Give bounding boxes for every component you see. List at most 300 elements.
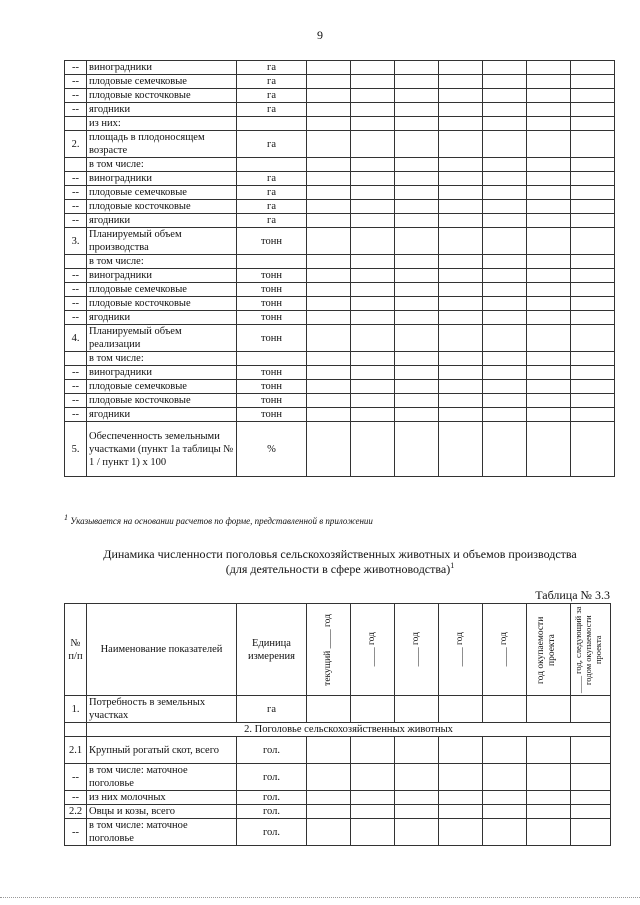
row-number: -- (65, 186, 87, 200)
row-unit: гол. (237, 764, 307, 791)
value-cell[interactable] (483, 131, 527, 158)
value-cell[interactable] (439, 380, 483, 394)
row-unit: тонн (237, 366, 307, 380)
value-cell[interactable] (307, 325, 351, 352)
value-cell[interactable] (307, 696, 351, 723)
value-cell[interactable] (307, 255, 351, 269)
value-cell[interactable] (527, 297, 571, 311)
value-cell[interactable] (439, 186, 483, 200)
value-cell[interactable] (351, 737, 395, 764)
value-cell[interactable] (483, 325, 527, 352)
value-cell[interactable] (439, 297, 483, 311)
value-cell[interactable] (439, 158, 483, 172)
value-cell[interactable] (395, 228, 439, 255)
section-heading-line1 (60, 547, 620, 562)
value-cell[interactable] (483, 380, 527, 394)
value-cell[interactable] (527, 61, 571, 75)
value-cell[interactable] (527, 200, 571, 214)
value-cell[interactable] (527, 696, 571, 723)
value-cell[interactable] (483, 186, 527, 200)
row-indicator-name: виноградники (87, 269, 237, 283)
value-cell[interactable] (307, 297, 351, 311)
value-cell[interactable] (571, 819, 611, 846)
value-cell[interactable] (439, 131, 483, 158)
value-cell[interactable] (351, 89, 395, 103)
value-cell[interactable] (571, 117, 615, 131)
value-cell[interactable] (395, 696, 439, 723)
value-cell[interactable] (395, 214, 439, 228)
value-cell[interactable] (571, 283, 615, 297)
value-cell[interactable] (483, 89, 527, 103)
value-cell[interactable] (395, 61, 439, 75)
value-cell[interactable] (307, 172, 351, 186)
value-cell[interactable] (439, 764, 483, 791)
row-number: -- (65, 311, 87, 325)
value-cell[interactable] (483, 394, 527, 408)
row-unit: тонн (237, 380, 307, 394)
value-cell[interactable] (351, 394, 395, 408)
value-cell[interactable] (527, 408, 571, 422)
value-cell[interactable] (483, 255, 527, 269)
row-number: -- (65, 214, 87, 228)
value-cell[interactable] (439, 696, 483, 723)
value-cell[interactable] (439, 791, 483, 805)
value-cell[interactable] (395, 352, 439, 366)
value-cell[interactable] (527, 380, 571, 394)
value-cell[interactable] (395, 819, 439, 846)
row-indicator-name: ягодники (87, 103, 237, 117)
row-unit: га (237, 103, 307, 117)
value-cell[interactable] (571, 311, 615, 325)
table-row (65, 352, 615, 366)
value-cell[interactable] (351, 131, 395, 158)
value-cell[interactable] (571, 200, 615, 214)
row-indicator-name: в том числе: (87, 158, 237, 172)
value-cell[interactable] (483, 311, 527, 325)
value-cell[interactable] (571, 186, 615, 200)
footnote (64, 513, 373, 526)
value-cell[interactable] (439, 325, 483, 352)
value-cell[interactable] (307, 366, 351, 380)
row-unit: гол. (237, 791, 307, 805)
value-cell[interactable] (571, 696, 611, 723)
value-cell[interactable] (483, 269, 527, 283)
value-cell[interactable] (351, 352, 395, 366)
value-cell[interactable] (527, 394, 571, 408)
value-cell[interactable] (439, 394, 483, 408)
value-cell[interactable] (351, 75, 395, 89)
value-cell[interactable] (351, 380, 395, 394)
value-cell[interactable] (307, 380, 351, 394)
value-cell[interactable] (351, 228, 395, 255)
table-row (65, 117, 615, 131)
value-cell[interactable] (483, 805, 527, 819)
header-unit: Единица измерения (237, 604, 307, 696)
value-cell[interactable] (439, 737, 483, 764)
table-row (65, 186, 615, 200)
row-number: -- (65, 283, 87, 297)
row-unit: га (237, 89, 307, 103)
row-indicator-name: плодовые семечковые (87, 380, 237, 394)
value-cell[interactable] (307, 158, 351, 172)
value-cell[interactable] (351, 269, 395, 283)
value-cell[interactable] (483, 696, 527, 723)
row-number: -- (65, 764, 87, 791)
value-cell[interactable] (571, 764, 611, 791)
value-cell[interactable] (439, 408, 483, 422)
header-year-payback-text: год окупаемости проекта (535, 615, 557, 684)
row-unit (237, 255, 307, 269)
value-cell[interactable] (395, 422, 439, 477)
value-cell[interactable] (483, 228, 527, 255)
value-cell[interactable] (307, 214, 351, 228)
value-cell[interactable] (307, 764, 351, 791)
value-cell[interactable] (527, 737, 571, 764)
row-unit: тонн (237, 228, 307, 255)
value-cell[interactable] (351, 764, 395, 791)
row-indicator-name: плодовые косточковые (87, 200, 237, 214)
value-cell[interactable] (351, 186, 395, 200)
header-year-after-payback (571, 604, 611, 696)
value-cell[interactable] (571, 269, 615, 283)
value-cell[interactable] (439, 172, 483, 186)
value-cell[interactable] (571, 352, 615, 366)
row-indicator-name: виноградники (87, 366, 237, 380)
row-indicator-name: плодовые косточковые (87, 297, 237, 311)
value-cell[interactable] (351, 255, 395, 269)
value-cell[interactable] (351, 214, 395, 228)
header-year-1-text: текущий ____ год (323, 613, 333, 686)
table-row (65, 408, 615, 422)
header-name: Наименование показателей (87, 604, 237, 696)
value-cell[interactable] (483, 422, 527, 477)
value-cell[interactable] (571, 158, 615, 172)
table-row (65, 394, 615, 408)
value-cell[interactable] (439, 819, 483, 846)
value-cell[interactable] (307, 61, 351, 75)
value-cell[interactable] (571, 131, 615, 158)
value-cell[interactable] (527, 103, 571, 117)
value-cell[interactable] (571, 103, 615, 117)
value-cell[interactable] (395, 103, 439, 117)
row-unit: тонн (237, 408, 307, 422)
value-cell[interactable] (307, 352, 351, 366)
value-cell[interactable] (439, 103, 483, 117)
value-cell[interactable] (395, 158, 439, 172)
row-indicator-name: ягодники (87, 214, 237, 228)
livestock-table (64, 603, 611, 846)
row-indicator-name: из них: (87, 117, 237, 131)
value-cell[interactable] (307, 805, 351, 819)
value-cell[interactable] (307, 283, 351, 297)
row-unit: га (237, 214, 307, 228)
row-unit: га (237, 200, 307, 214)
row-indicator-name: Обеспеченность земельными участками (пункт 1а таблицы № 1 / пункт 1) х 100 (87, 422, 237, 477)
row-number: 2.1 (65, 737, 87, 764)
value-cell[interactable] (571, 791, 611, 805)
row-number: -- (65, 380, 87, 394)
value-cell[interactable] (307, 269, 351, 283)
row-indicator-name: плодовые семечковые (87, 186, 237, 200)
value-cell[interactable] (307, 89, 351, 103)
row-unit (237, 352, 307, 366)
value-cell[interactable] (395, 117, 439, 131)
value-cell[interactable] (395, 791, 439, 805)
value-cell[interactable] (483, 214, 527, 228)
value-cell[interactable] (571, 408, 615, 422)
value-cell[interactable] (307, 131, 351, 158)
value-cell[interactable] (527, 228, 571, 255)
value-cell[interactable] (571, 214, 615, 228)
value-cell[interactable] (307, 228, 351, 255)
row-unit: тонн (237, 394, 307, 408)
value-cell[interactable] (439, 61, 483, 75)
header-year-after-payback-text: ____ год, следующий за годом окупаемости проекта (573, 606, 603, 693)
table-row (65, 158, 615, 172)
value-cell[interactable] (439, 805, 483, 819)
value-cell[interactable] (571, 61, 615, 75)
row-indicator-name: Овцы и козы, всего (87, 805, 237, 819)
table-label: Таблица № 3.3 (535, 588, 610, 602)
value-cell[interactable] (395, 805, 439, 819)
value-cell[interactable] (483, 283, 527, 297)
value-cell[interactable] (439, 117, 483, 131)
value-cell[interactable] (351, 805, 395, 819)
value-cell[interactable] (527, 805, 571, 819)
row-unit: гол. (237, 819, 307, 846)
value-cell[interactable] (395, 311, 439, 325)
value-cell[interactable] (439, 214, 483, 228)
value-cell[interactable] (527, 283, 571, 297)
value-cell[interactable] (307, 75, 351, 89)
header-year-3-text: ____ год (411, 632, 421, 667)
row-unit: тонн (237, 311, 307, 325)
value-cell[interactable] (351, 696, 395, 723)
value-cell[interactable] (483, 117, 527, 131)
production-table (64, 60, 615, 477)
value-cell[interactable] (307, 394, 351, 408)
value-cell[interactable] (351, 325, 395, 352)
value-cell[interactable] (351, 158, 395, 172)
value-cell[interactable] (351, 408, 395, 422)
value-cell[interactable] (395, 408, 439, 422)
section-heading-subtext: (для деятельности в сфере животноводства) (225, 562, 451, 576)
value-cell[interactable] (527, 255, 571, 269)
value-cell[interactable] (307, 103, 351, 117)
value-cell[interactable] (571, 380, 615, 394)
row-indicator-name: Потребность в земельных участках (87, 696, 237, 723)
value-cell[interactable] (483, 819, 527, 846)
value-cell[interactable] (571, 394, 615, 408)
value-cell[interactable] (351, 283, 395, 297)
value-cell[interactable] (307, 819, 351, 846)
value-cell[interactable] (571, 228, 615, 255)
value-cell[interactable] (395, 737, 439, 764)
value-cell[interactable] (527, 75, 571, 89)
row-number: -- (65, 394, 87, 408)
value-cell[interactable] (527, 366, 571, 380)
value-cell[interactable] (571, 422, 615, 477)
row-indicator-name: плодовые косточковые (87, 394, 237, 408)
value-cell[interactable] (527, 214, 571, 228)
value-cell[interactable] (571, 75, 615, 89)
value-cell[interactable] (483, 103, 527, 117)
section-row (65, 723, 611, 737)
value-cell[interactable] (483, 158, 527, 172)
value-cell[interactable] (527, 422, 571, 477)
row-number: 3. (65, 228, 87, 255)
value-cell[interactable] (483, 61, 527, 75)
value-cell[interactable] (439, 352, 483, 366)
value-cell[interactable] (395, 283, 439, 297)
header-year-5 (483, 604, 527, 696)
value-cell[interactable] (483, 352, 527, 366)
value-cell[interactable] (395, 89, 439, 103)
value-cell[interactable] (439, 255, 483, 269)
value-cell[interactable] (483, 366, 527, 380)
header-year-1 (307, 604, 351, 696)
value-cell[interactable] (571, 325, 615, 352)
table-row (65, 422, 615, 477)
value-cell[interactable] (351, 103, 395, 117)
value-cell[interactable] (571, 297, 615, 311)
value-cell[interactable] (307, 408, 351, 422)
value-cell[interactable] (307, 791, 351, 805)
row-unit: га (237, 61, 307, 75)
header-num: № п/п (65, 604, 87, 696)
value-cell[interactable] (307, 311, 351, 325)
value-cell[interactable] (395, 325, 439, 352)
table-row (65, 61, 615, 75)
table-header-row (65, 604, 611, 696)
value-cell[interactable] (439, 366, 483, 380)
row-unit: га (237, 172, 307, 186)
value-cell[interactable] (439, 311, 483, 325)
value-cell[interactable] (395, 186, 439, 200)
value-cell[interactable] (483, 408, 527, 422)
value-cell[interactable] (395, 75, 439, 89)
value-cell[interactable] (527, 186, 571, 200)
table-row (65, 380, 615, 394)
value-cell[interactable] (483, 791, 527, 805)
value-cell[interactable] (351, 791, 395, 805)
value-cell[interactable] (527, 131, 571, 158)
header-year-5-text: ____ год (499, 632, 509, 667)
row-indicator-name: плодовые семечковые (87, 283, 237, 297)
value-cell[interactable] (395, 269, 439, 283)
row-unit: тонн (237, 297, 307, 311)
value-cell[interactable] (439, 89, 483, 103)
value-cell[interactable] (527, 158, 571, 172)
value-cell[interactable] (395, 131, 439, 158)
footnote-mark: 1 (64, 513, 68, 522)
value-cell[interactable] (351, 172, 395, 186)
value-cell[interactable] (307, 200, 351, 214)
row-indicator-name: виноградники (87, 172, 237, 186)
value-cell[interactable] (439, 200, 483, 214)
value-cell[interactable] (439, 422, 483, 477)
value-cell[interactable] (483, 200, 527, 214)
value-cell[interactable] (527, 269, 571, 283)
value-cell[interactable] (483, 737, 527, 764)
value-cell[interactable] (527, 819, 571, 846)
value-cell[interactable] (351, 422, 395, 477)
value-cell[interactable] (527, 791, 571, 805)
value-cell[interactable] (351, 61, 395, 75)
value-cell[interactable] (571, 366, 615, 380)
value-cell[interactable] (527, 311, 571, 325)
row-indicator-name: плодовые семечковые (87, 75, 237, 89)
value-cell[interactable] (571, 805, 611, 819)
value-cell[interactable] (483, 172, 527, 186)
table-row (65, 805, 611, 819)
row-unit: тонн (237, 325, 307, 352)
value-cell[interactable] (439, 269, 483, 283)
value-cell[interactable] (307, 737, 351, 764)
row-unit: % (237, 422, 307, 477)
table-row (65, 311, 615, 325)
row-number (65, 117, 87, 131)
value-cell[interactable] (395, 764, 439, 791)
value-cell[interactable] (351, 200, 395, 214)
value-cell[interactable] (307, 422, 351, 477)
row-unit: га (237, 186, 307, 200)
table-row (65, 172, 615, 186)
value-cell[interactable] (571, 255, 615, 269)
table-row (65, 696, 611, 723)
value-cell[interactable] (571, 172, 615, 186)
row-number: 2.2 (65, 805, 87, 819)
table-row (65, 325, 615, 352)
value-cell[interactable] (527, 89, 571, 103)
row-indicator-name: из них молочных (87, 791, 237, 805)
row-number: -- (65, 819, 87, 846)
value-cell[interactable] (439, 283, 483, 297)
value-cell[interactable] (395, 200, 439, 214)
value-cell[interactable] (351, 819, 395, 846)
value-cell[interactable] (439, 228, 483, 255)
value-cell[interactable] (395, 255, 439, 269)
value-cell[interactable] (395, 366, 439, 380)
value-cell[interactable] (483, 297, 527, 311)
value-cell[interactable] (527, 325, 571, 352)
row-indicator-name: в том числе: маточное поголовье (87, 819, 237, 846)
value-cell[interactable] (527, 764, 571, 791)
value-cell[interactable] (527, 172, 571, 186)
value-cell[interactable] (351, 366, 395, 380)
value-cell[interactable] (439, 75, 483, 89)
row-unit: га (237, 75, 307, 89)
value-cell[interactable] (395, 297, 439, 311)
value-cell[interactable] (483, 764, 527, 791)
value-cell[interactable] (571, 737, 611, 764)
value-cell[interactable] (527, 117, 571, 131)
value-cell[interactable] (351, 117, 395, 131)
value-cell[interactable] (395, 394, 439, 408)
value-cell[interactable] (351, 311, 395, 325)
table-row (65, 89, 615, 103)
value-cell[interactable] (307, 186, 351, 200)
section-row-empty (65, 723, 87, 737)
value-cell[interactable] (395, 172, 439, 186)
value-cell[interactable] (571, 89, 615, 103)
value-cell[interactable] (307, 117, 351, 131)
value-cell[interactable] (527, 352, 571, 366)
value-cell[interactable] (483, 75, 527, 89)
value-cell[interactable] (351, 297, 395, 311)
row-indicator-name: площадь в плодоносящем возрасте (87, 131, 237, 158)
value-cell[interactable] (395, 380, 439, 394)
